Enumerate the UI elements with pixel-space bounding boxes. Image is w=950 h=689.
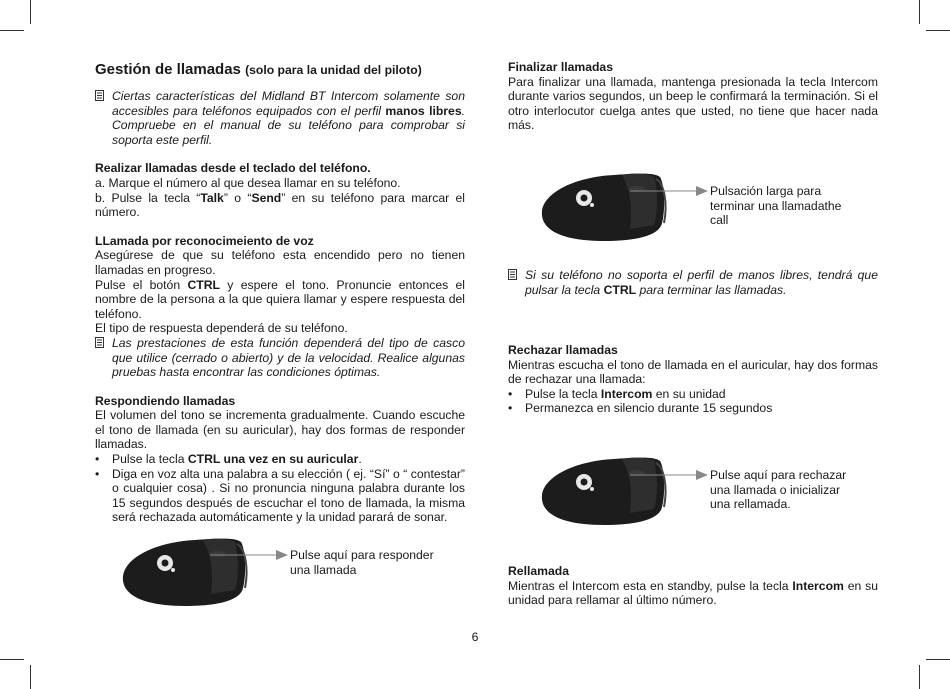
intercom-device-icon bbox=[534, 447, 714, 529]
note-handsfree bbox=[95, 89, 465, 147]
callout-end-call: Pulsación larga para terminar una llamadathe call bbox=[710, 184, 842, 228]
paragraph: Asegúrese de que su teléfono esta encendido pero no tienen llamadas en progreso. bbox=[95, 248, 465, 277]
section-heading: LLamada por reconocimeiento de voz bbox=[95, 233, 314, 248]
text: en su unidad para rellamar al último número. bbox=[508, 578, 878, 608]
note-icon bbox=[95, 90, 104, 101]
text: ” en su teléfono para marcar el número. bbox=[95, 190, 465, 220]
section-heading: Rellamada bbox=[508, 564, 569, 578]
paragraph: El volumen del tono se incrementa gradualmente. Cuando escuche el tono de llamada (en su auricular), hay dos formas de responder llamadas. bbox=[95, 408, 465, 452]
callout-answer: Pulse aquí para responder una llamada bbox=[290, 548, 434, 577]
callout-arrow-icon bbox=[210, 550, 288, 560]
note-text: Si su teléfono no soporta el perfil de manos libres, tendrá que pulsar la tecla bbox=[525, 268, 878, 297]
intercom-device-icon bbox=[115, 528, 295, 610]
text: b. Pulse la tecla “ bbox=[95, 190, 201, 205]
crop-mark bbox=[919, 0, 920, 24]
text: Diga en voz alta una palabra a su elección ( ej. “Sí” o “ contestar” o cualquier cosa) . Si no pronuncia ninguna palabra durante los 15 segundos después de escuchar el tono de llamada, la misma será rechazada automáticamente y la unidad parará de sonar. bbox=[112, 466, 465, 525]
right-note-block bbox=[508, 268, 878, 297]
list-item: • Pulse la tecla Intercom en su unidad bbox=[508, 386, 726, 401]
text: Permanezca en silencio durante 15 segundos bbox=[525, 401, 773, 416]
talk-label: Talk bbox=[200, 190, 224, 205]
paragraph: Mientras escucha el tono de llamada en el auricular, hay dos formas de rechazar una llamada: bbox=[508, 357, 878, 387]
text: . bbox=[358, 452, 362, 467]
crop-mark bbox=[926, 659, 950, 660]
text: Pulse la tecla bbox=[112, 452, 188, 467]
title-suffix: (solo para la unidad del piloto) bbox=[245, 63, 422, 77]
text: y espere el tono. Pronuncie entonces el nombre de la persona a la que quiera llamar y espere respuesta del teléfono. bbox=[95, 277, 465, 321]
section-heading: Rechazar llamadas bbox=[508, 343, 618, 357]
note-text: para terminar las llamadas. bbox=[636, 282, 787, 297]
text: en su unidad bbox=[652, 386, 726, 401]
callout-reject: Pulse aquí para rechazar una llamada o inicializar una rellamada. bbox=[710, 468, 847, 512]
send-label: Send bbox=[251, 190, 282, 205]
section-heading: Respondiendo llamadas bbox=[95, 393, 236, 408]
text: Mientras el Intercom esta en standby, pulse la tecla bbox=[508, 578, 793, 593]
note-icon bbox=[95, 337, 104, 348]
paragraph: a. Marque el número al que desea llamar en su teléfono. bbox=[95, 175, 401, 190]
paragraph bbox=[95, 191, 465, 220]
note-text: Las prestaciones de esta función dependerá del tipo de casco que utilice (cerrado o abierto) y de la velocidad. Realice algunas pruebas hasta encontrar las condiciones óptimas. bbox=[112, 335, 465, 380]
note-text: . Compruebe en el manual de su teléfono para comprobar si soporta este perfil. bbox=[112, 103, 466, 147]
text: Pulse la tecla bbox=[525, 386, 601, 401]
paragraph bbox=[95, 278, 465, 322]
intercom-device-icon bbox=[534, 163, 714, 245]
page-number: 6 bbox=[471, 630, 479, 644]
right-column bbox=[508, 60, 878, 133]
crop-mark bbox=[926, 30, 950, 31]
text: Pulse el botón bbox=[95, 277, 188, 292]
left-column bbox=[95, 60, 465, 525]
crop-mark bbox=[30, 0, 31, 24]
crop-mark bbox=[30, 665, 31, 689]
right-redial-block bbox=[508, 564, 878, 608]
crop-mark bbox=[919, 665, 920, 689]
bold-text: CTRL una vez en su auricular bbox=[187, 452, 359, 467]
section-heading: Finalizar llamadas bbox=[508, 60, 613, 74]
note-helmet bbox=[95, 336, 465, 380]
crop-mark bbox=[0, 659, 24, 660]
note-bold: manos libres bbox=[385, 103, 462, 118]
paragraph: Para finalizar una llamada, mantenga presionada la tecla Intercom durante varios segundos, un beep le confirmará la terminación. Si el otro interlocutor cuelga antes que usted, no tiene que hacer nada más. bbox=[508, 74, 878, 133]
note-text: Ciertas características del Midland BT Intercom solamente son accesibles para teléfonos equipados con el perfil bbox=[112, 89, 465, 118]
list-item: • Pulse la tecla CTRL una vez en su auricular. bbox=[95, 452, 362, 467]
text: ” o “ bbox=[223, 190, 252, 205]
ctrl-label: CTRL bbox=[187, 277, 220, 292]
right-reject-block bbox=[508, 343, 878, 416]
paragraph bbox=[508, 579, 878, 608]
crop-mark bbox=[0, 30, 24, 31]
callout-arrow-icon bbox=[630, 470, 708, 480]
note-icon bbox=[508, 269, 517, 280]
callout-arrow-icon bbox=[630, 186, 708, 196]
intercom-label: Intercom bbox=[792, 578, 844, 593]
section-heading: Realizar llamadas desde el teclado del teléfono. bbox=[95, 161, 371, 176]
note-ctrl bbox=[508, 268, 878, 297]
list-item: • Permanezca en silencio durante 15 segundos bbox=[508, 401, 773, 416]
paragraph: El tipo de respuesta dependerá de su teléfono. bbox=[95, 321, 348, 336]
page-title bbox=[95, 60, 465, 80]
list-item: • Diga en voz alta una palabra a su elección ( ej. “Sí” o “ contestar” o cualquier cosa) . Si no pronuncia ninguna palabra durante los 15 segundos después de escuchar el tono de llamada, la misma será rechazada automáticamente y la unidad parará de sonar. bbox=[95, 466, 465, 525]
title-text: Gestión de llamadas bbox=[95, 61, 241, 78]
note-bold: CTRL bbox=[603, 282, 637, 297]
bold-text: Intercom bbox=[600, 386, 653, 401]
